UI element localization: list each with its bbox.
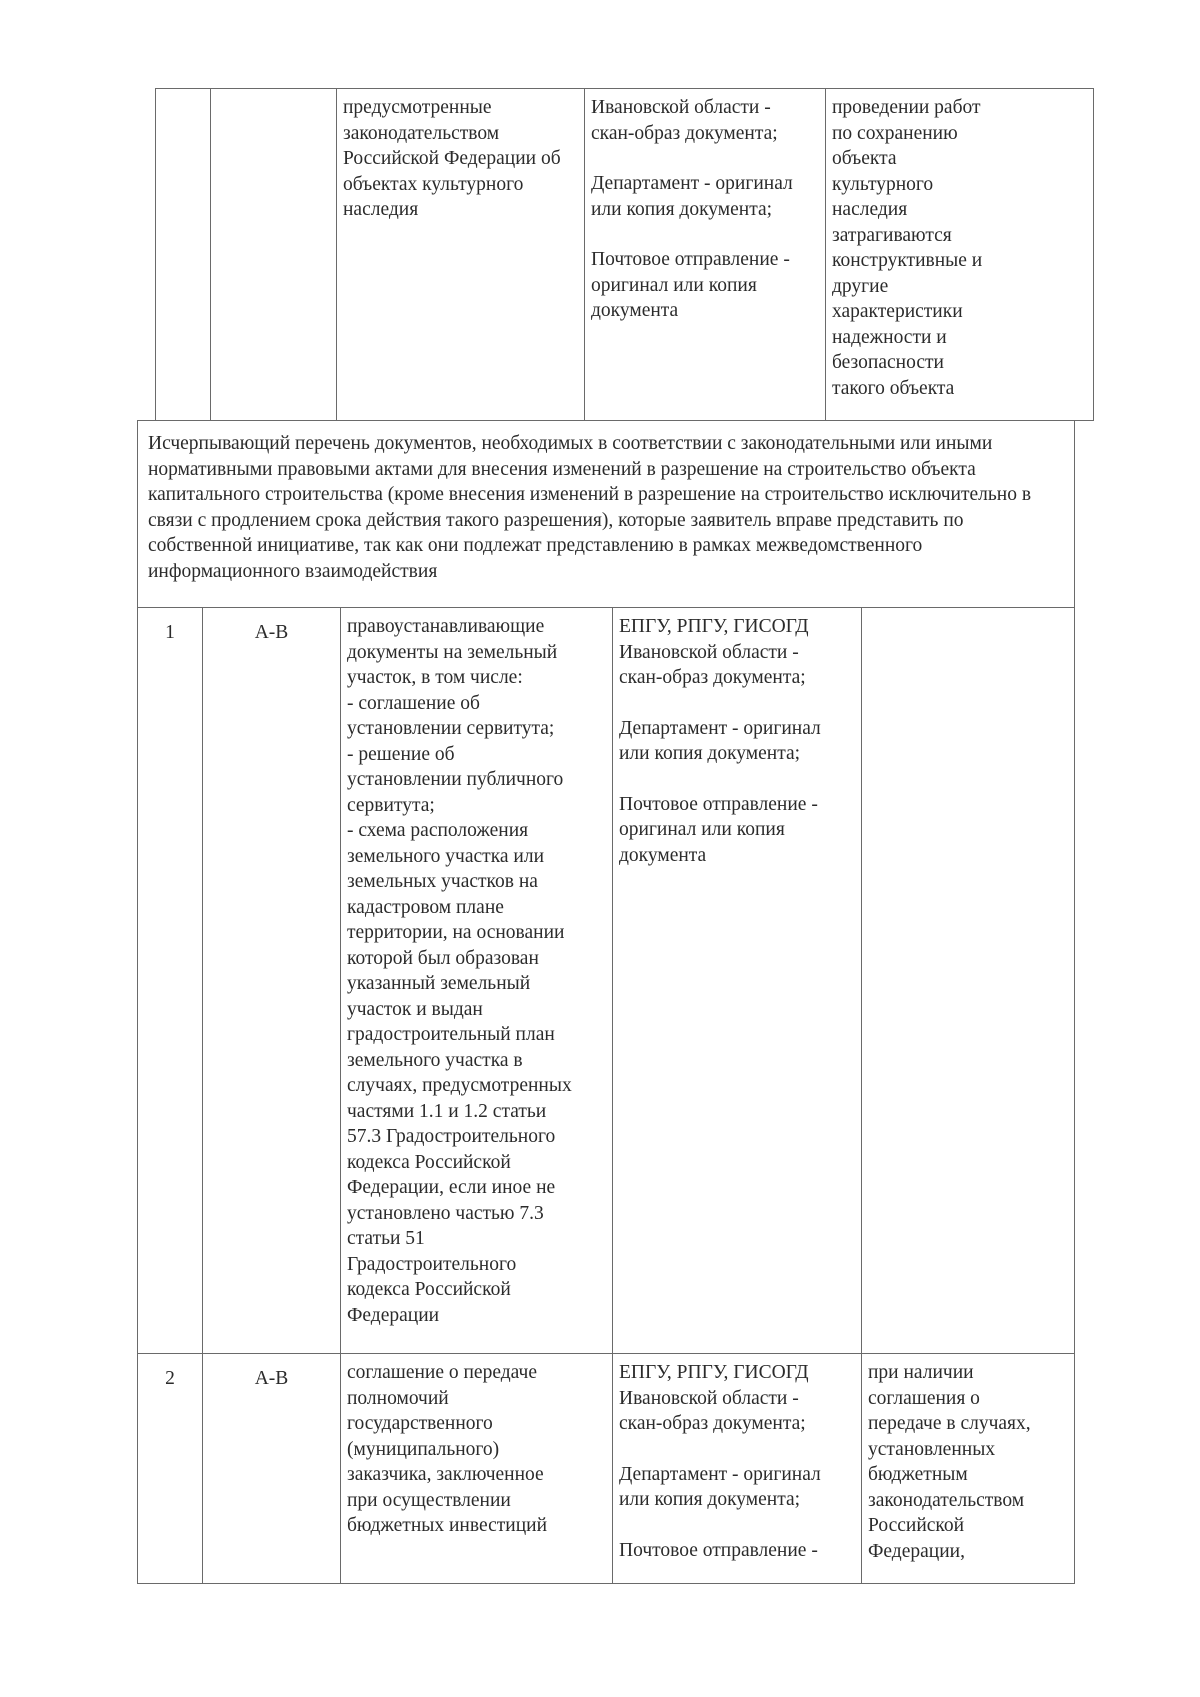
table-row	[138, 1354, 1075, 1584]
note-cell	[862, 608, 1075, 1354]
row-number: 2	[138, 1354, 203, 1584]
section-heading: Исчерпывающий перечень документов, необходимых в соответствии с законодательными или иными нормативными правовыми актами для внесения изменений в разрешение на строительство объекта капитального строительства (кроме внесения изменений в разрешение на строительство исключительно в связи с продлением срока действия такого разрешения), которые заявитель вправе представить по собственной инициативе, так как они подлежат представлению в рамках межведомственного информационного взаимодействия	[138, 421, 1075, 608]
note-text: при наличии соглашения о передаче в случаях, установленных бюджетным законодательством Российской Федерации,	[868, 1362, 1031, 1562]
method-text: Почтовое отправление - оригинал или копия документа	[591, 249, 790, 321]
method-cell	[613, 608, 862, 1354]
note-text: проведении работ по сохранению объекта культурного наследия затрагиваются конструктивные и другие характеристики надежности и безопасности такого объекта	[832, 97, 983, 399]
documents-table	[137, 420, 1075, 1584]
document-text: соглашение о передаче полномочий государственного (муниципального) заказчика, заключенное при осуществлении бюджетных инвестиций	[347, 1362, 547, 1536]
document-cell	[341, 608, 613, 1354]
document-cell	[337, 89, 585, 421]
applicant-code: А-В	[203, 608, 341, 1354]
method-text: Почтовое отправление - оригинал или копия документа	[619, 793, 818, 866]
table-row	[156, 89, 1094, 421]
method-text: Ивановской области - скан-образ документа;	[591, 97, 778, 144]
continuation-table	[155, 88, 1094, 421]
method-text: Департамент - оригинал или копия документа;	[619, 717, 821, 764]
document-text: правоустанавливающие документы на земельный участок, в том числе: - соглашение об установлении сервитута; - решение об установлении публичного сервитута; - схема расположения земельного участка или земельных участков на кадастровом плане территории, на основании которой был образован указанный земельный участок и выдан градостроительный план земельного участка в случаях, предусмотренных частями 1.1 и 1.2 статьи 57.3 Градостроительного кодекса Российской Федерации, если иное не установлено частью 7.3 статьи 51 Градостроительного кодекса Российской Федерации	[347, 616, 572, 1326]
method-text: Департамент - оригинал или копия документа;	[591, 173, 793, 220]
section-row	[138, 421, 1075, 608]
code-cell	[211, 89, 337, 421]
document-cell	[341, 1354, 613, 1584]
document-text: предусмотренные законодательством Российской Федерации об объектах культурного наследия	[343, 97, 561, 220]
note-cell	[862, 1354, 1075, 1584]
number-cell	[156, 89, 211, 421]
method-text: Департамент - оригинал или копия документа;	[619, 1463, 821, 1510]
method-cell	[613, 1354, 862, 1584]
applicant-code: А-В	[203, 1354, 341, 1584]
note-cell	[826, 89, 1094, 421]
method-text: ЕПГУ, РПГУ, ГИСОГД Ивановской области - скан-образ документа;	[619, 1362, 809, 1434]
method-text: ЕПГУ, РПГУ, ГИСОГД Ивановской области - скан-образ документа;	[619, 616, 809, 688]
row-number: 1	[138, 608, 203, 1354]
table-row	[138, 608, 1075, 1354]
method-cell	[585, 89, 826, 421]
method-text: Почтовое отправление -	[619, 1539, 818, 1561]
